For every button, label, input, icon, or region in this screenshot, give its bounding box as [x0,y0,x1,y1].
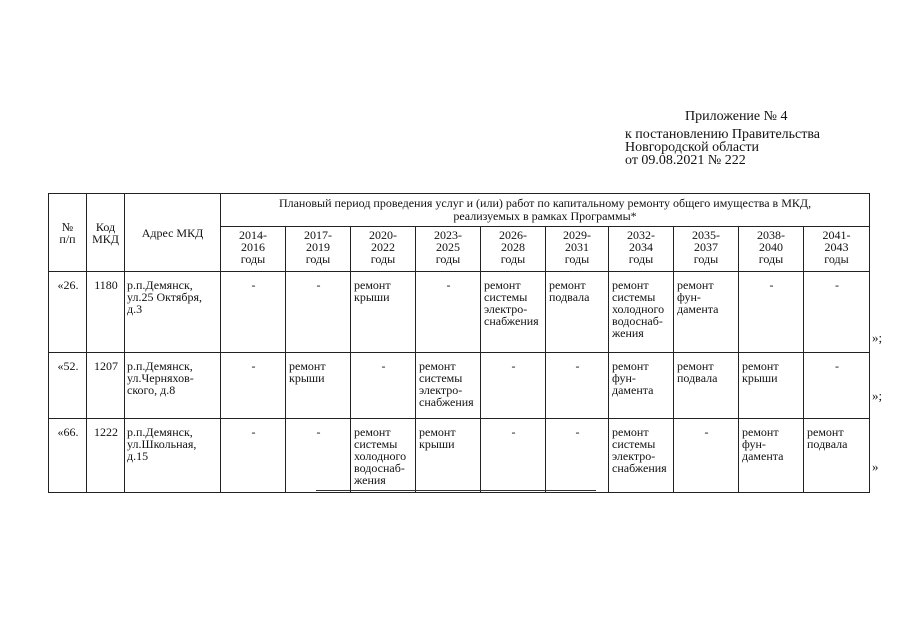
row-number: «52. [49,353,87,419]
repair-schedule-table [48,193,870,493]
row-number: «66. [49,419,87,493]
building-address: р.п.Демянск, ул.Школьная, д.15 [125,419,221,493]
work-cell: - [804,272,870,353]
work-cell: ремонт системы холодного водоснаб- жения [609,272,674,353]
year-header: 2026- 2028 годы [481,227,546,272]
work-cell: ремонт подвала [804,419,870,493]
work-cell: ремонт подвала [674,353,739,419]
work-cell: - [286,272,351,353]
date-number-line: от 09.08.2021 № 222 [625,153,746,168]
work-cell: - [416,272,481,353]
work-cell: - [546,419,609,493]
work-cell: ремонт крыши [286,353,351,419]
table-row [49,272,870,353]
header-building-code: Код МКД [87,194,125,272]
row-number: «26. [49,272,87,353]
work-cell: - [286,419,351,493]
header-period-line-1: Плановый период проведения услуг и (или) работ по капитальному ремонту общего имущества в МКД, [278,196,812,210]
year-header: 2014- 2016 годы [221,227,286,272]
work-cell: ремонт системы электро- снабжения [481,272,546,353]
table-row [49,353,870,419]
work-cell: - [221,272,286,353]
footer-divider [316,490,596,491]
closing-quote-row-3: » [872,459,879,474]
work-cell: ремонт крыши [351,272,416,353]
year-header: 2029- 2031 годы [546,227,609,272]
work-cell: - [221,353,286,419]
appendix-title: Приложение № 4 [685,109,788,124]
work-cell: - [351,353,416,419]
work-cell: ремонт крыши [739,353,804,419]
region-line: Новгородской области [625,140,759,155]
year-header: 2032- 2034 годы [609,227,674,272]
work-cell: - [804,353,870,419]
closing-quote-row-1: »; [872,330,883,345]
header-planned-period [221,194,870,227]
work-cell: - [481,353,546,419]
year-header: 2038- 2040 годы [739,227,804,272]
building-code: 1207 [87,353,125,419]
work-cell: ремонт фун- дамента [609,353,674,419]
year-header: 2017- 2019 годы [286,227,351,272]
work-cell: ремонт системы электро- снабжения [416,353,481,419]
building-address: р.п.Демянск, ул.Черняхов- ского, д.8 [125,353,221,419]
table-row [49,419,870,493]
building-code: 1180 [87,272,125,353]
work-cell: ремонт фун- дамента [739,419,804,493]
building-address: р.п.Демянск, ул.25 Октября, д.3 [125,272,221,353]
building-code: 1222 [87,419,125,493]
work-cell: ремонт системы холодного водоснаб- жения [351,419,416,493]
header-address: Адрес МКД [125,194,221,272]
year-header: 2041- 2043 годы [804,227,870,272]
work-cell: - [674,419,739,493]
year-header: 2035- 2037 годы [674,227,739,272]
header-period-line-2: реализуемых в рамках Программы* [453,209,637,223]
work-cell: - [481,419,546,493]
work-cell: ремонт подвала [546,272,609,353]
work-cell: ремонт фун- дамента [674,272,739,353]
closing-quote-row-2: »; [872,388,883,403]
work-cell: - [546,353,609,419]
header-row-number: № п/п [49,194,87,272]
work-cell: ремонт крыши [416,419,481,493]
year-header: 2020- 2022 годы [351,227,416,272]
work-cell: - [739,272,804,353]
year-header: 2023- 2025 годы [416,227,481,272]
work-cell: - [221,419,286,493]
work-cell: ремонт системы электро- снабжения [609,419,674,493]
resolution-line: к постановлению Правительства [625,127,821,142]
